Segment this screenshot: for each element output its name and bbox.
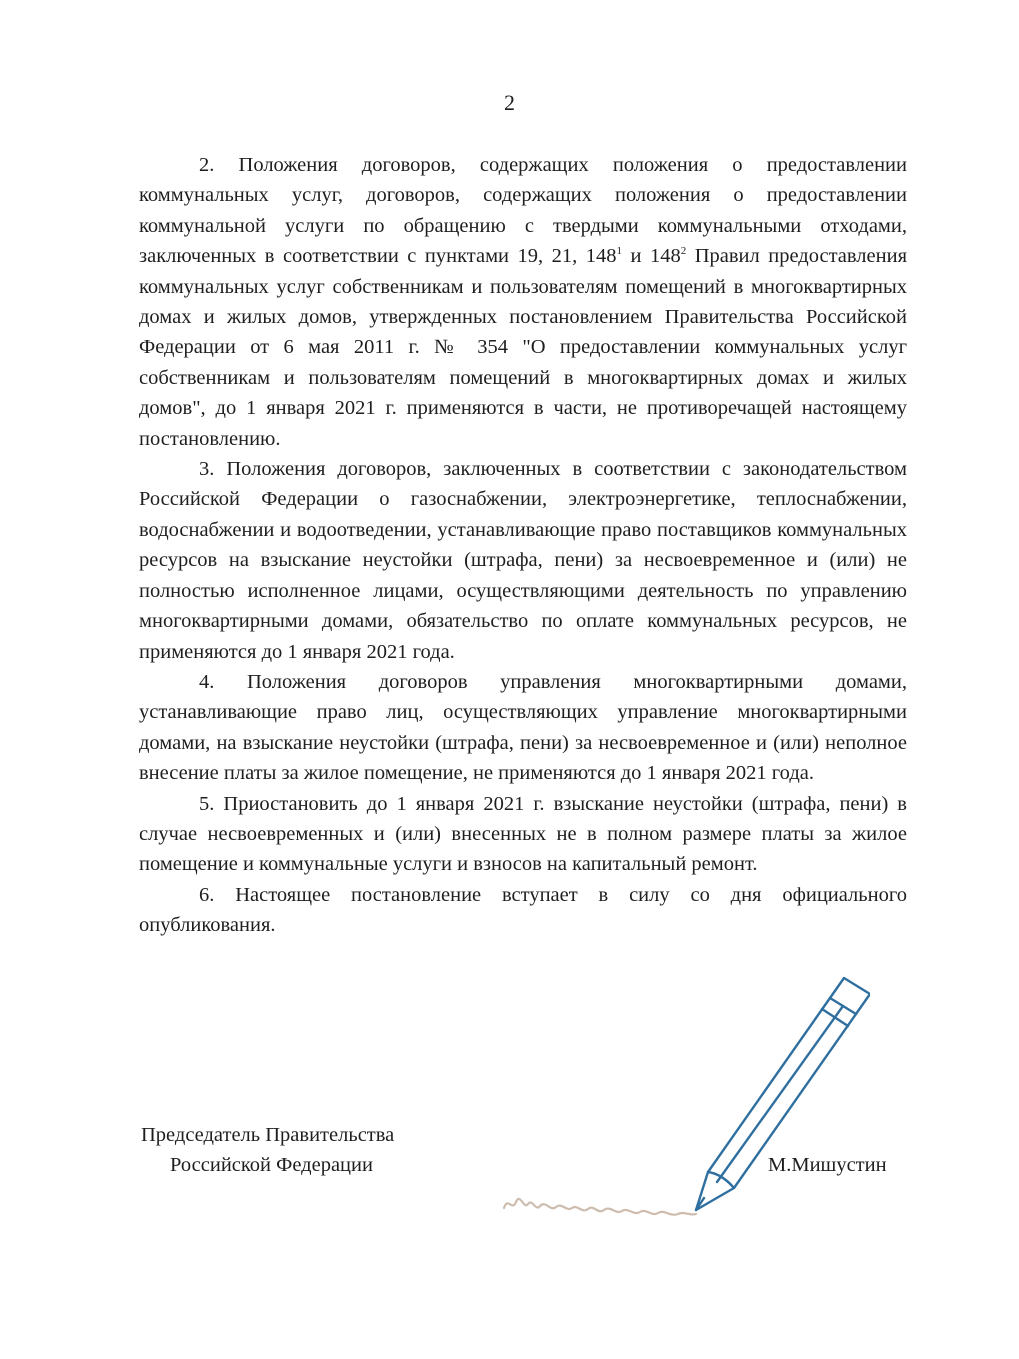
signatory-title-line-1: Председатель Правительства	[141, 1124, 395, 1146]
paragraph-2-mid: и 148	[622, 245, 681, 268]
paragraph-3: 3. Положения договоров, заключенных в соответствии с законодательством Российской Федерации о газоснабжении, электроэнергетике, теплоснабжении, водоснабжении и водоотведении, устанавливающие право поставщиков коммунальных ресурсов на взыскание неустойки (штрафа, пени) за несвоевременное и (или) не полностью исполненное лицами, осуществляющими деятельность по управлению многоквартирными домами, обязательство по оплате коммунальных ресурсов, не применяются до 1 января 2021 года.	[139, 458, 907, 663]
paragraph-2	[139, 150, 907, 454]
paragraph-4: 4. Положения договоров управления многоквартирными домами, устанавливающие право лиц, осуществляющих управление многоквартирными домами, на взыскание неустойки (штрафа, пени) за несвоевременное и (или) неполное внесение платы за жилое помещение, не применяются до 1 января 2021 года.	[139, 670, 907, 785]
signature-scribble	[504, 1199, 696, 1215]
signatory-title-line-2: Российской Федерации	[170, 1154, 373, 1176]
paragraph-6: 6. Настоящее постановление вступает в силу со дня официального опубликования.	[139, 883, 907, 937]
signatory-title	[141, 1120, 394, 1180]
superscript-2: 2	[680, 245, 687, 258]
paragraph-2-end: Правил предоставления коммунальных услуг собственникам и пользователям помещений в многоквартирных домах и жилых домов, утвержденных постановлением Правительства Российской Федерации от 6 мая 2011 г. № 354 "О предоставлении коммунальных услуг собственникам и пользователям помещений в многоквартирных домах и жилых домов", до 1 января 2021 г. применяются в части, не противоречащей настоящему постановлению.	[139, 245, 907, 450]
paragraph-2-start: 2. Положения договоров, содержащих положения о предоставлении коммунальных услуг, договоров, содержащих положения о предоставлении коммунальной услуги по обращению с твердыми коммунальными отходами, заключенных в соответствии с пунктами 19, 21, 148	[139, 154, 907, 268]
document-body	[139, 150, 907, 941]
paragraph-5: 5. Приостановить до 1 января 2021 г. взыскание неустойки (штрафа, пени) в случае несвоевременных и (или) внесенных не в полном размере платы за жилое помещение и коммунальные услуги и взносов на капитальный ремонт.	[139, 792, 907, 876]
signatory-name: М.Мишустин	[768, 1154, 887, 1176]
pen-icon[interactable]	[500, 960, 870, 1220]
superscript-1: 1	[616, 245, 622, 258]
page-number: 2	[504, 90, 515, 115]
